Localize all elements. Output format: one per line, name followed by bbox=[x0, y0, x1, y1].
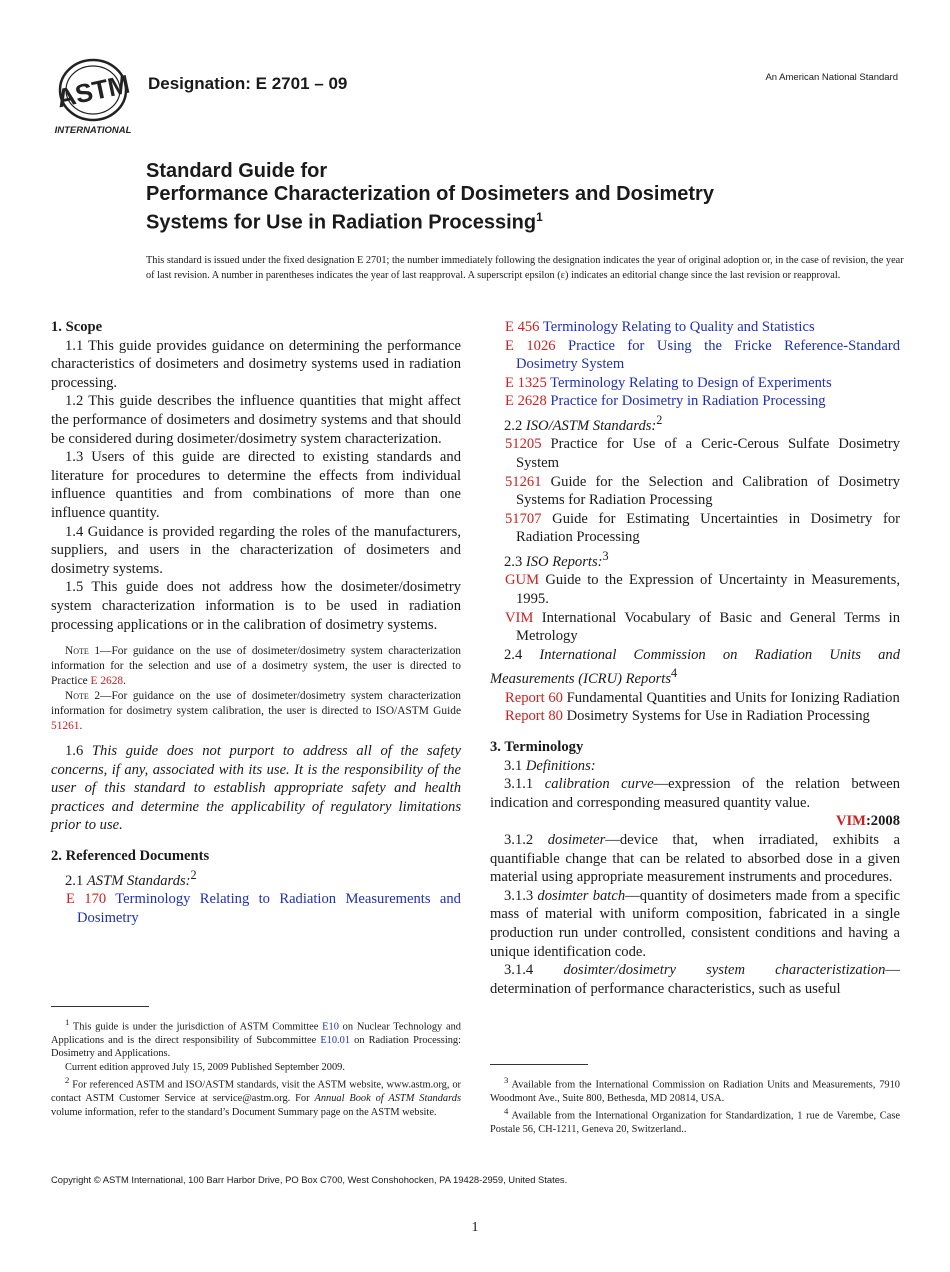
section-3-1-1-source bbox=[490, 812, 900, 831]
icru-report-80 bbox=[490, 707, 900, 726]
ref-title[interactable]: Terminology Relating to Quality and Statistics bbox=[539, 319, 815, 335]
section-3-1-1 bbox=[490, 775, 900, 812]
icru-title: Dosimetry Systems for Use in Radiation Processing bbox=[562, 708, 870, 725]
scope-heading: 1. Scope bbox=[51, 319, 103, 335]
national-standard-label: An American National Standard bbox=[765, 72, 898, 83]
report-gum bbox=[490, 571, 900, 608]
section-1-1: 1.1 This guide provides guidance on determining the performance characteristics of dosimeters and dosimetry systems used in radiation processing. bbox=[51, 337, 461, 391]
section-2-1-num: 2.1 bbox=[65, 872, 87, 889]
report-code[interactable]: GUM bbox=[505, 572, 540, 589]
note-1-link-e2628[interactable]: E 2628 bbox=[90, 675, 124, 688]
section-3-1-1-text: —expression of the relation between indication and corresponding measured quantity value. bbox=[490, 776, 900, 811]
section-1-2: 1.2 This guide describes the influence quantities that might affect the performance of dosimeters and dosimetry systems and that should be considered during dosimeter/dosimetry system characterization. bbox=[51, 393, 461, 447]
footnote-2-a: For referenced ASTM and ISO/ASTM standards, visit the ASTM website, www.astm.org, or contact ASTM Customer Service at service@astm.org. For bbox=[51, 1079, 461, 1105]
vim-year: :2008 bbox=[865, 813, 900, 830]
section-2-1 bbox=[51, 866, 461, 890]
section-1-5: 1.5 This guide does not address how the dosimeter/dosimetry system characterization information is to be used in radiation processing applications or in the calibration of dosimetry systems. bbox=[51, 579, 461, 633]
section-2-3-sup: 3 bbox=[602, 548, 609, 563]
ref-code[interactable]: E 456 bbox=[505, 319, 540, 335]
ref-code[interactable]: E 2628 bbox=[505, 393, 547, 410]
title-line-2: Performance Characterization of Dosimeters and Dosimetry bbox=[146, 183, 714, 205]
section-1-3: 1.3 Users of this guide are directed to existing standards and literature for procedures to determine the effects from individual influence quantities and from combinations of more than one influence quantity. bbox=[51, 449, 461, 521]
section-3-1-3-num: 3.1.3 bbox=[504, 887, 538, 904]
ref-e170-title[interactable]: Terminology Relating to Radiation Measurements and Dosimetry bbox=[77, 891, 461, 926]
section-3-1-2 bbox=[490, 831, 900, 887]
section-2-4-sup: 4 bbox=[671, 666, 678, 681]
section-3-1-4 bbox=[490, 961, 900, 998]
footnote-4-text: Available from the International Organization for Standardization, 1 rue de Varembe, Case Postale 56, CH-1211, Geneva 20, Switzerland.. bbox=[490, 1110, 900, 1136]
section-1-4: 1.4 Guidance is provided regarding the roles of the manufacturers, suppliers, and users in the characterization of dosimeters and dosimetry systems. bbox=[51, 523, 461, 577]
iso-51205 bbox=[490, 435, 900, 472]
copyright: Copyright © ASTM International, 100 Barr Harbor Drive, PO Box C700, West Conshohocken, PA 19428-2959, United States. bbox=[51, 1174, 568, 1185]
footnote-2-italic: Annual Book of ASTM Standards bbox=[314, 1093, 462, 1105]
iso-title: Practice for Use of a Ceric-Cerous Sulfate Dosimetry System bbox=[516, 436, 900, 472]
footnote-3-mark: 3 bbox=[504, 1075, 509, 1085]
ref-code[interactable]: E 1026 bbox=[505, 337, 556, 354]
footnote-divider-right bbox=[490, 1064, 588, 1065]
section-3-1-4-text: —determination of performance characteristics, such as useful bbox=[490, 962, 900, 997]
logo-astm-text: ASTM bbox=[54, 68, 133, 114]
report-code[interactable]: VIM bbox=[505, 609, 534, 626]
ref-e1325[interactable] bbox=[490, 374, 900, 393]
section-1-6-text: This guide does not purport to address all of the safety concerns, if any, associated with its use. It is the responsibility of the user of this standard to establish appropriate safety and health practices and determine the applicability of regulatory limitations prior to use. bbox=[51, 743, 462, 834]
note-2-link-51261[interactable]: 51261 bbox=[51, 720, 80, 733]
iso-51707 bbox=[490, 510, 900, 547]
astm-logo-icon bbox=[52, 58, 134, 136]
note-2-text: 2—For guidance on the use of dosimeter/dosimetry system characterization information for dosimetry system calibration, the user is directed to ISO/ASTM Guide bbox=[51, 690, 461, 718]
iso-code[interactable]: 51261 bbox=[505, 473, 542, 490]
section-2-2 bbox=[490, 411, 900, 435]
footnote-1-c: on Radiation Processing: Dosimetry and Applications. bbox=[51, 1034, 461, 1060]
note-2-end: . bbox=[79, 720, 83, 733]
section-2-1-sup: 2 bbox=[190, 867, 197, 882]
icru-report-60 bbox=[490, 689, 900, 708]
ref-e170-code[interactable]: E 170 bbox=[66, 891, 107, 908]
ref-e1026[interactable] bbox=[490, 337, 900, 374]
section-2-4-text: International Commission on Radiation Units and Measurements (ICRU) Reports bbox=[490, 646, 900, 688]
section-1-6 bbox=[51, 742, 461, 835]
icru-title: Fundamental Quantities and Units for Ionizing Radiation bbox=[562, 689, 900, 706]
section-3-1-4-num: 3.1.4 bbox=[504, 962, 564, 979]
footnotes-right bbox=[490, 1074, 900, 1137]
footnotes-left bbox=[51, 1016, 461, 1119]
footnote-divider-left bbox=[51, 1006, 149, 1007]
section-1-6-num: 1.6 bbox=[65, 743, 92, 760]
footnote-3 bbox=[490, 1074, 900, 1105]
report-vim bbox=[490, 609, 900, 646]
footnote-1 bbox=[51, 1016, 461, 1061]
iso-51261 bbox=[490, 473, 900, 510]
refdocs-heading: 2. Referenced Documents bbox=[51, 848, 210, 865]
footnote-2 bbox=[51, 1074, 461, 1119]
section-3-1-2-num: 3.1.2 bbox=[504, 832, 548, 849]
ref-code[interactable]: E 1325 bbox=[505, 374, 547, 391]
title-footnote-mark: 1 bbox=[536, 210, 543, 224]
section-3-1-3 bbox=[490, 887, 900, 961]
ref-title[interactable]: Practice for Dosimetry in Radiation Processing bbox=[546, 393, 826, 410]
left-column bbox=[51, 318, 461, 927]
footnote-1-b: on Nuclear Technology and Applications and is the direct responsibility of Subcommittee bbox=[51, 1021, 461, 1046]
section-3-1-2-text: —device that, when irradiated, exhibits a quantifiable change that can be related to absorbed dose in a given material using appropriate measurement instruments and procedures. bbox=[490, 832, 900, 886]
section-3-1-1-num: 3.1.1 bbox=[504, 776, 545, 793]
page-number: 1 bbox=[471, 1220, 479, 1235]
footnote-1-mark: 1 bbox=[65, 1017, 70, 1027]
section-3-1-text: Definitions: bbox=[525, 757, 596, 774]
section-2-3 bbox=[490, 547, 900, 571]
iso-code[interactable]: 51205 bbox=[505, 436, 542, 453]
terminology-heading: 3. Terminology bbox=[490, 739, 584, 756]
title-line-1: Standard Guide for bbox=[146, 160, 328, 182]
report-title: International Vocabulary of Basic and General Terms in Metrology bbox=[516, 609, 900, 645]
designation: Designation: E 2701 – 09 bbox=[148, 74, 348, 93]
ref-e2628[interactable] bbox=[490, 392, 900, 411]
report-title: Guide to the Expression of Uncertainty in Measurements, 1995. bbox=[516, 572, 900, 608]
section-3-1 bbox=[490, 757, 900, 776]
footnote-1-a: This guide is under the jurisdiction of ASTM Committee bbox=[69, 1021, 323, 1033]
iso-title: Guide for the Selection and Calibration of Dosimetry Systems for Radiation Processing bbox=[516, 473, 900, 509]
section-2-1-text: ASTM Standards: bbox=[86, 872, 191, 889]
section-2-2-num: 2.2 bbox=[504, 417, 526, 434]
ref-title[interactable]: Practice for Using the Fricke Reference-Standard Dosimetry System bbox=[516, 337, 900, 373]
footnote-4-mark: 4 bbox=[504, 1106, 509, 1117]
note-2-label: Note bbox=[65, 690, 89, 703]
note-1-text: 1—For guidance on the use of dosimeter/dosimetry system characterization information for the selection and use of a dosimetry system, the user is directed to Practice bbox=[51, 645, 461, 688]
footnote-1-link-e10[interactable]: E10 bbox=[322, 1021, 339, 1033]
document-title bbox=[146, 160, 826, 235]
footnote-1-edition: Current edition approved July 15, 2009 Published September 2009. bbox=[65, 1061, 345, 1073]
title-line-3: Systems for Use in Radiation Processing bbox=[146, 211, 537, 234]
section-2-3-text: ISO Reports: bbox=[525, 553, 603, 570]
ref-e170[interactable] bbox=[51, 890, 461, 927]
section-3-1-2-term: dosimeter bbox=[547, 832, 606, 849]
astm-logo bbox=[52, 58, 134, 136]
ref-e456[interactable] bbox=[490, 318, 900, 337]
note-1 bbox=[51, 644, 461, 689]
icru-code[interactable]: Report 60 bbox=[505, 689, 563, 706]
note-1-end: . bbox=[123, 675, 126, 688]
iso-title: Guide for Estimating Uncertainties in Dosimetry for Radiation Processing bbox=[516, 510, 900, 546]
section-2-2-text: ISO/ASTM Standards: bbox=[525, 417, 657, 434]
section-3-1-3-term: dosimter batch bbox=[537, 887, 626, 904]
section-3-1-3-text: —quantity of dosimeters made from a specific mass of material with uniform composition, fabricated in a single production run under controlled, consistent conditions and having a unique identification code. bbox=[490, 887, 901, 960]
icru-code[interactable]: Report 80 bbox=[505, 708, 563, 725]
right-column bbox=[490, 318, 900, 998]
footnote-1-link-e10-01[interactable]: E10.01 bbox=[320, 1034, 351, 1046]
vim-link[interactable]: VIM bbox=[835, 813, 866, 830]
section-3-1-4-term: dosimter/dosimetry system characteristization bbox=[563, 962, 886, 979]
logo-international-text: INTERNATIONAL bbox=[54, 125, 132, 136]
note-1-label: Note bbox=[65, 645, 89, 658]
ref-title[interactable]: Terminology Relating to Design of Experiments bbox=[546, 374, 832, 391]
footnote-2-mark: 2 bbox=[65, 1075, 70, 1086]
section-2-2-sup: 2 bbox=[656, 412, 663, 427]
section-3-1-num: 3.1 bbox=[504, 757, 526, 774]
footnote-2-b: volume information, refer to the standard’s Document Summary page on the ASTM website. bbox=[51, 1106, 437, 1118]
section-2-3-num: 2.3 bbox=[504, 553, 526, 570]
section-2-4 bbox=[490, 646, 900, 689]
issued-note: This standard is issued under the fixed designation E 2701; the number immediately following the designation indicates the year of original adoption or, in the case of revision, the year of last revision. A number in parentheses indicates the year of last reapproval. A superscript epsilon (ε) indicates an editorial change since the last revision or reapproval. bbox=[146, 255, 904, 281]
footnote-4 bbox=[490, 1105, 900, 1136]
section-2-4-num: 2.4 bbox=[504, 646, 540, 663]
footnote-3-text: Available from the International Commission on Radiation Units and Measurements, 7910 Woodmont Ave., Suite 800, Bethesda, MD 20814, USA. bbox=[490, 1079, 900, 1104]
note-2 bbox=[51, 689, 461, 734]
section-3-1-1-term: calibration curve bbox=[544, 776, 654, 793]
iso-code[interactable]: 51707 bbox=[505, 510, 542, 527]
